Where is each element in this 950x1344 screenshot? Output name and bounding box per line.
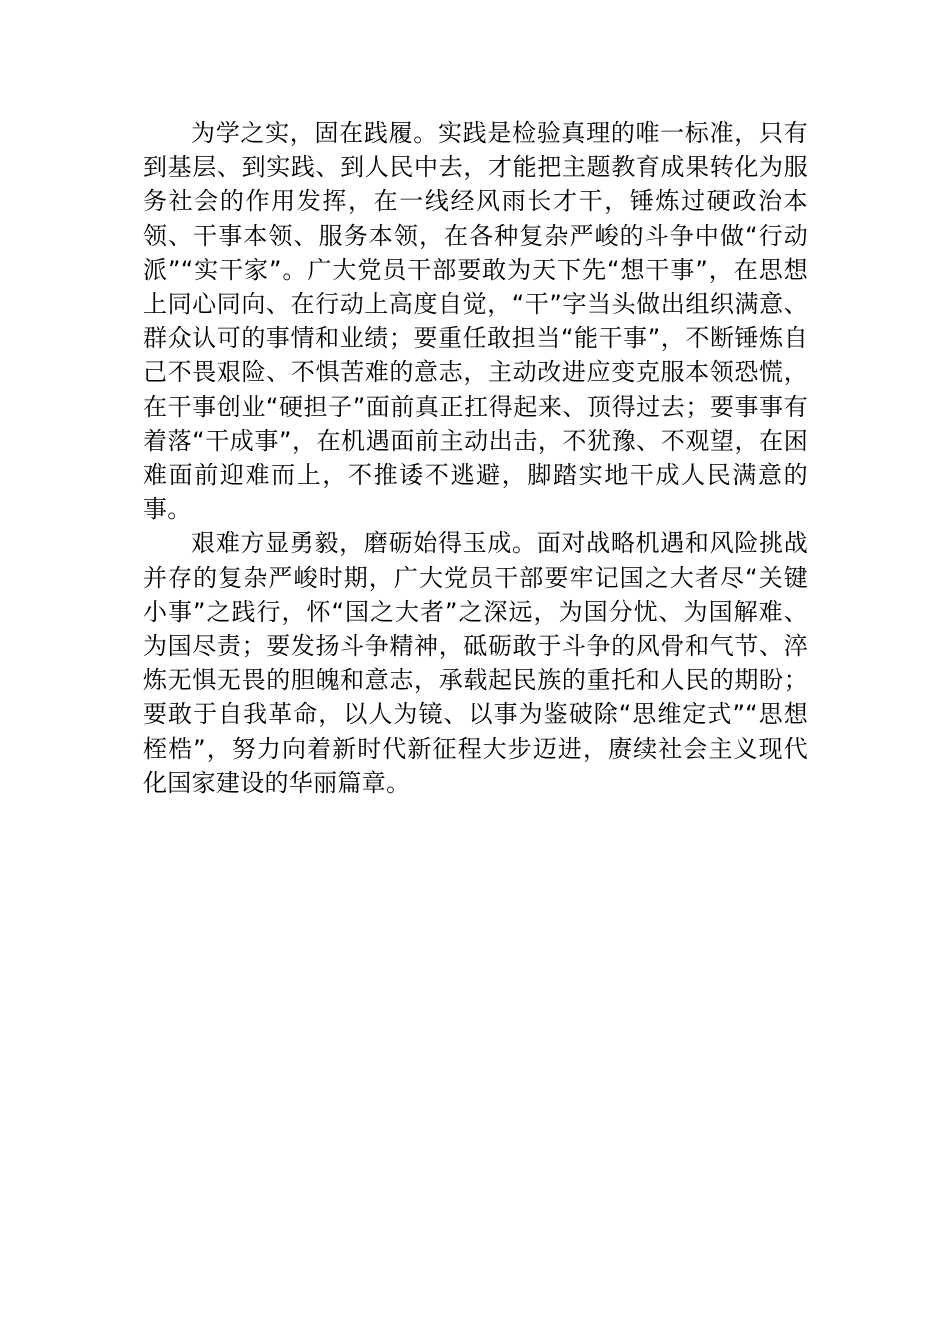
- document-body: [143, 116, 808, 800]
- paragraph-practice: 为学之实，固在践履。实践是检验真理的唯一标准，只有到基层、到实践、到人民中去，才能把主题教育成果转化为服务社会的作用发挥，在一线经风雨长才干，锤炼过硬政治本领、干事本领、服务本领，在各种复杂严峻的斗争中做“行动派”“实干家”。广大党员干部要敢为天下先“想干事”，在思想上同心同向、在行动上高度自觉，“干”字当头做出组织满意、群众认可的事情和业绩；要重任敢担当“能干事”，不断锤炼自己不畏艰险、不惧苦难的意志，主动改进应变克服本领恐慌，在干事创业“硬担子”面前真正扛得起来、顶得过去；要事事有着落“干成事”，在机遇面前主动出击，不犹豫、不观望，在困难面前迎难而上，不推诿不逃避，脚踏实地干成人民满意的事。: [143, 119, 808, 524]
- paragraph-perseverance: 艰难方显勇毅，磨砺始得玉成。面对战略机遇和风险挑战并存的复杂严峻时期，广大党员干部要牢记国之大者尽“关键小事”之践行，怀“国之大者”之深远，为国分忧、为国解难、为国尽责；要发扬斗争精神，砥砺敢于斗争的风骨和气节、淬炼无惧无畏的胆魄和意志，承载起民族的重托和人民的期盼；要敢于自我革命，以人为镜、以事为鉴破除“思维定式”“思想桎梏”，努力向着新时代新征程大步迈进，赓续社会主义现代化国家建设的华丽篇章。: [143, 529, 809, 797]
